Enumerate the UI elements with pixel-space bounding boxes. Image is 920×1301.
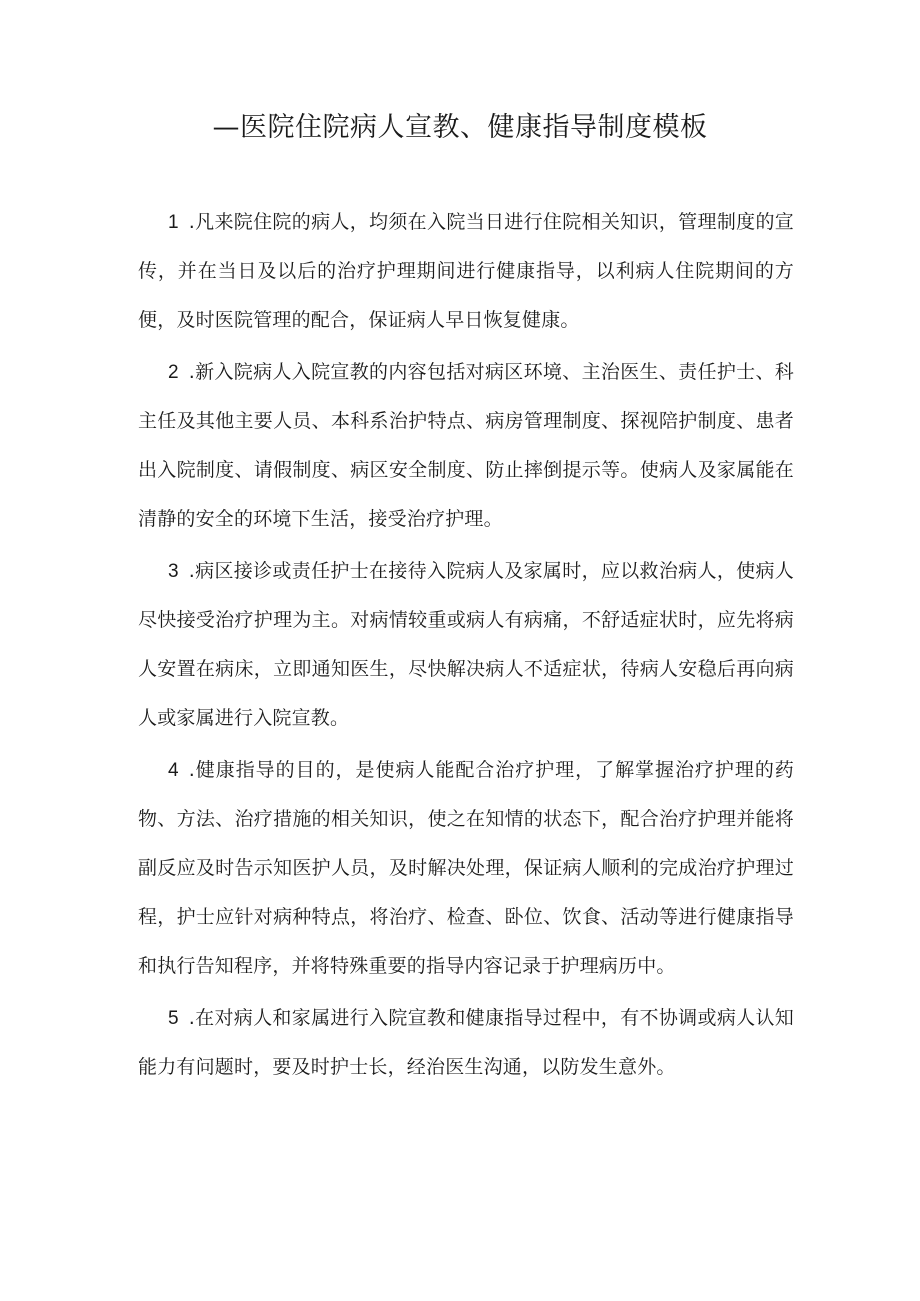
paragraph-number: 4: [168, 760, 179, 781]
paragraph-text: .新入院病人入院宣教的内容包括对病区环境、主治医生、责任护士、科主任及其他主要人员、本科系治护特点、病房管理制度、探视陪护制度、患者出入院制度、请假制度、病区安全制度、防止摔倒提示等。使病人及家属能在清静的安全的环境下生活，接受治疗护理。: [138, 361, 794, 530]
paragraph-5: [138, 994, 794, 1092]
paragraph-text: .病区接诊或责任护士在接待入院病人及家属时，应以救治病人，使病人尽快接受治疗护理为主。对病情较重或病人有病痛，不舒适症状时，应先将病人安置在病床，立即通知医生，尽快解决病人不适症状，待病人安稳后再向病人或家属进行入院宣教。: [138, 560, 794, 729]
paragraph-number: 1: [168, 212, 179, 233]
paragraph-number: 2: [168, 362, 179, 383]
paragraph-text: .健康指导的目的，是使病人能配合治疗护理，了解掌握治疗护理的药物、方法、治疗措施的相关知识，使之在知情的状态下，配合治疗护理并能将副反应及时告示知医护人员，及时解决处理，保证病人顺利的完成治疗护理过程，护士应针对病种特点，将治疗、检查、卧位、饮食、活动等进行健康指导和执行告知程序，并将特殊重要的指导内容记录于护理病历中。: [138, 759, 794, 977]
paragraph-text: .在对病人和家属进行入院宣教和健康指导过程中，有不协调或病人认知能力有问题时，要及时护士长，经治医生沟通，以防发生意外。: [138, 1007, 794, 1078]
paragraph-4: [138, 746, 794, 991]
paragraph-3: [138, 547, 794, 743]
paragraph-number: 5: [168, 1008, 179, 1029]
document-title: —医院住院病人宣教、健康指导制度模板: [212, 112, 708, 143]
paragraph-number: 3: [168, 561, 179, 582]
document-body: [138, 198, 794, 1095]
paragraph-1: [138, 198, 794, 345]
paragraph-text: .凡来院住院的病人，均须在入院当日进行住院相关知识，管理制度的宣传，并在当日及以后的治疗护理期间进行健康指导，以利病人住院期间的方便，及时医院管理的配合，保证病人早日恢复健康。: [138, 211, 794, 331]
paragraph-2: [138, 348, 794, 544]
